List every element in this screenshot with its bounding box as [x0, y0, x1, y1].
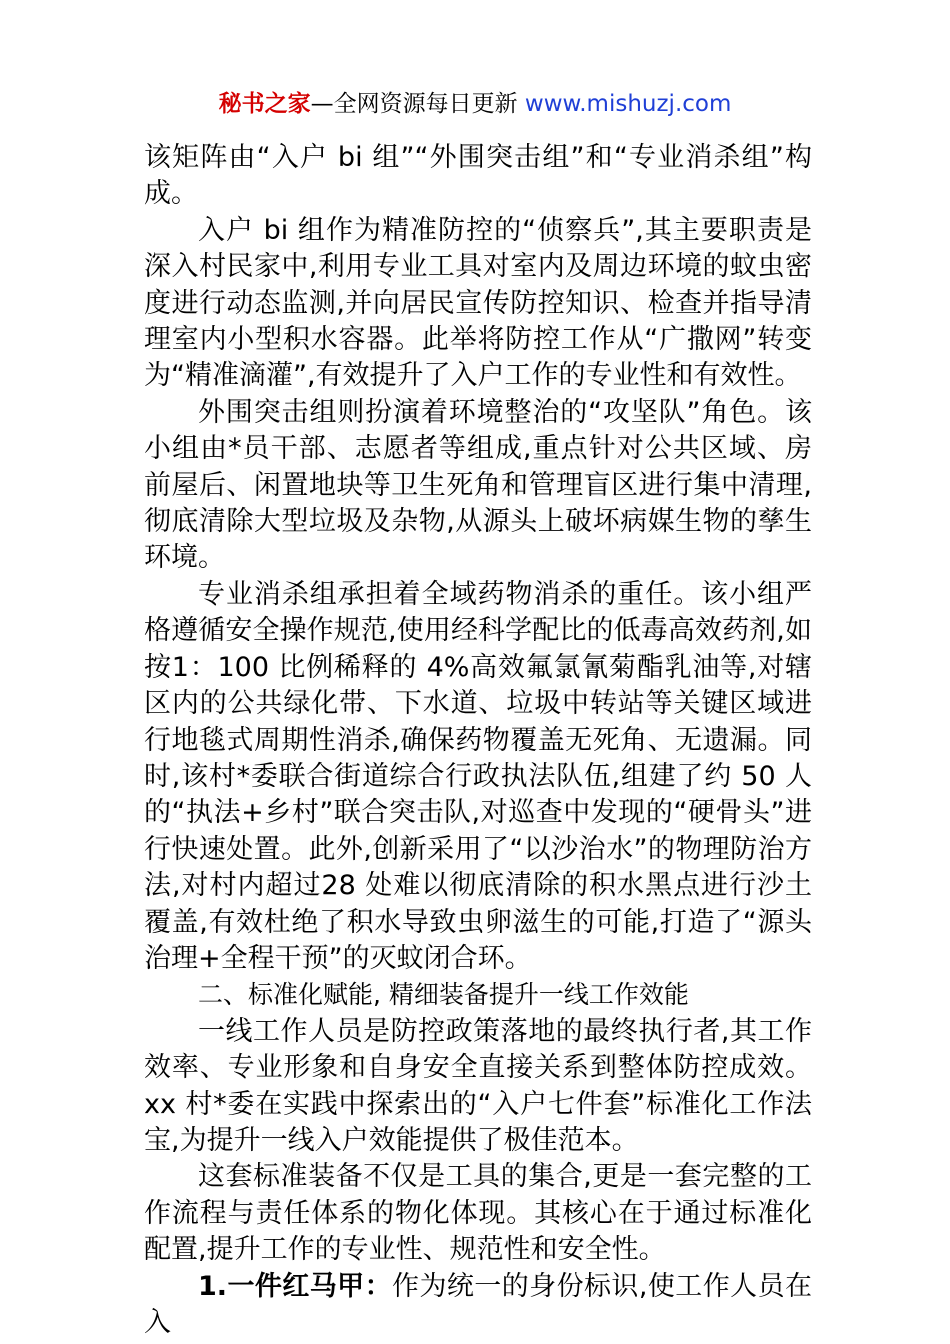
list-item-1-label: 1.一件红马甲： [198, 1270, 393, 1302]
site-url-link[interactable]: www.mishuzj.com [524, 91, 732, 117]
paragraph-2: 入户 bi 组作为精准防控的“侦察兵”,其主要职责是深入村民家中,利用专业工具对室内及周边环境的蚊虫密度进行动态监测,并向居民宣传防控知识、检查并指导清理室内小型积水容器。此举将防控工作从“广撒网”转变为“精准滴灌”,有效提升了入户工作的专业性和有效性。 [144, 214, 812, 392]
section-heading: 二、标准化赋能, 精细装备提升一线工作效能 [198, 980, 689, 1010]
list-item-1 [144, 1269, 812, 1342]
document-body [144, 140, 812, 1341]
paragraph-5: 一线工作人员是防控政策落地的最终执行者,其工作效率、专业形象和自身安全直接关系到整体防控成效。xx 村*委在实践中探索出的“入户七件套”标准化工作法宝,为提升一线入户效能提供了极佳范本。 [144, 1015, 812, 1156]
list-item-1-text: 作为统一的身份标识,使工作人员在入 [144, 1270, 812, 1338]
brand-name: 秘书之家 [218, 91, 311, 117]
paragraph-4: 专业消杀组承担着全域药物消杀的重任。该小组严格遵循安全操作规范,使用经科学配比的低毒高效药剂,如按1：100 比例稀释的 4%高效氟氯氰菊酯乳油等,对辖区内的公共绿化带、下水道、垃圾中转站等关键区域进行地毯式周期性消杀,确保药物覆盖无死角、无遗漏。同时,该村*委联合街道综合行政执法队伍,组建了约 50 人的“执法+乡村”联合突击队,对巡查中发现的“硬骨头”进行快速处置。此外,创新采用了“以沙治水”的物理防治方法,对村内超过28 处难以彻底清除的积水黑点进行沙土覆盖,有效杜绝了积水导致虫卵滋生的可能,打造了“源头治理+全程干预”的灭蚊闭合环。 [144, 578, 812, 974]
site-header [0, 88, 950, 120]
paragraph-6: 这套标准装备不仅是工具的集合,更是一套完整的工作流程与责任体系的物化体现。其核心在于通过标准化配置,提升工作的专业性、规范性和安全性。 [144, 1161, 812, 1266]
paragraph-3: 外围突击组则扮演着环境整治的“攻坚队”角色。该小组由*员干部、志愿者等组成,重点针对公共区域、房前屋后、闲置地块等卫生死角和管理盲区进行集中清理,彻底清除大型垃圾及杂物,从源头上破坏病媒生物的孳生环境。 [144, 396, 812, 574]
paragraph-1: 该矩阵由“入户 bi 组”“外围突击组”和“专业消杀组”构成。 [144, 142, 812, 210]
header-tagline: —全网资源每日更新 [310, 91, 525, 117]
